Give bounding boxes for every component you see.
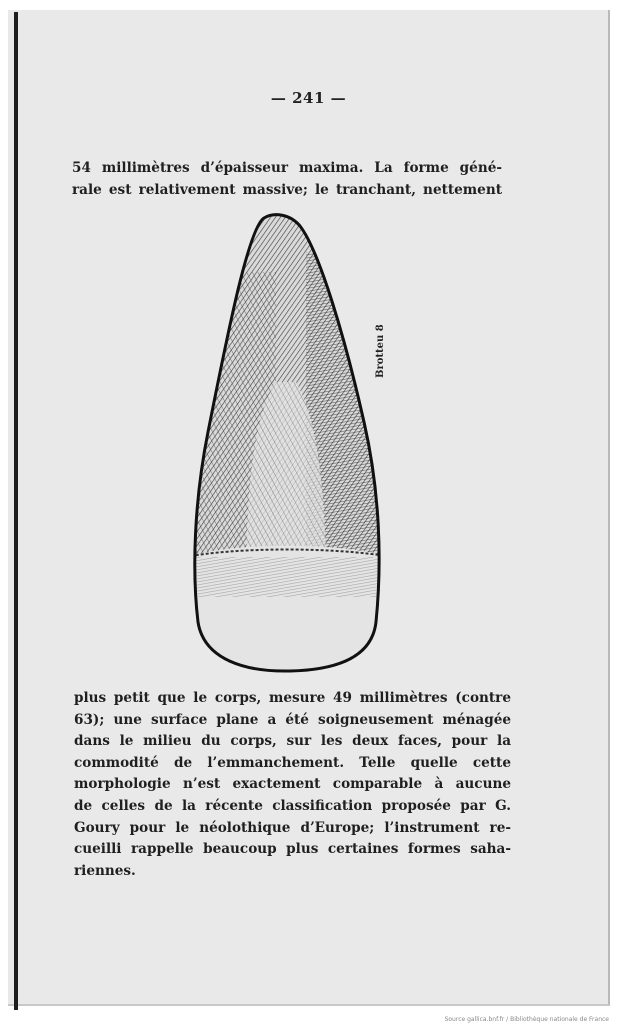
page-number: — 241 — [270,89,347,107]
text-line: 54 millimètres d’épaisseur maxima. La forme géné- [72,160,502,176]
text-line: plus petit que le corps, mesure 49 millimètres (contre [74,690,511,706]
book-spine-edge [14,12,18,1010]
text-line: rale est relativement massive; le tranchant, nettement [72,181,502,198]
text-line: riennes. [74,862,136,879]
text-line: cueilli rappelle beaucoup plus certaines formes saha- [74,841,511,858]
handwritten-annotation [368,304,390,380]
stone-axe-illustration [186,212,392,676]
text-line: dans le milieu du corps, sur les deux faces, pour la [74,733,511,750]
text-line: de celles de la récente classification proposée par G. [74,797,511,814]
paragraph-bottom [74,688,511,882]
text-line: 63); une surface plane a été soigneusement ménagée [74,711,511,728]
source-credit: Source gallica.bnf.fr / Bibliothèque nationale de France [444,1016,609,1023]
text-line: commodité de l’emmanchement. Telle quelle cette [74,754,511,771]
annotation-text: Brotteu 8 [375,324,386,378]
text-line: Goury pour le néolothique d’Europe; l’instrument re- [74,819,511,836]
text-line: morphologie n’est exactement comparable à aucune [74,776,511,793]
paragraph-top [72,158,502,201]
